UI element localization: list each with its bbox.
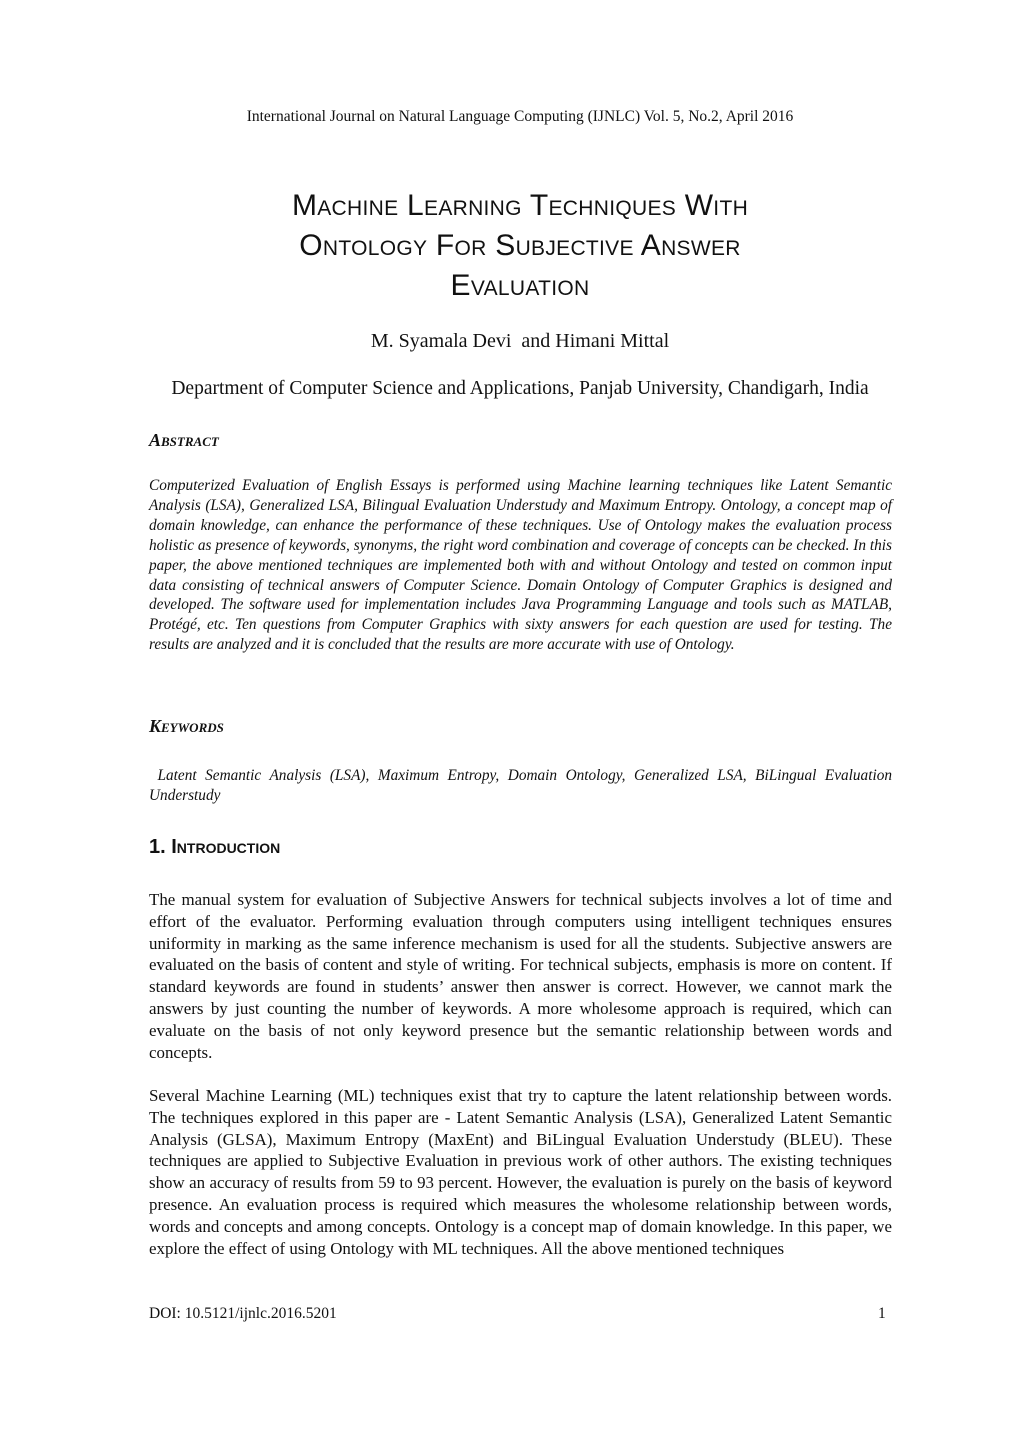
paper-title: [0, 186, 1024, 306]
introduction-heading: 1. Introduction: [149, 836, 281, 858]
paper-affiliation: Department of Computer Science and Applications, Panjab University, Chandigarh, India: [171, 378, 869, 399]
abstract-text: Computerized Evaluation of English Essays is performed using Machine learning techniques like Latent Semantic Analysis (LSA), Generalized LSA, Bilingual Evaluation Understudy and Maximum Entropy. Ontology, a concept map of domain knowledge, can enhance the performance of these techniques. Use of Ontology makes the evaluation process holistic as presence of keywords, synonyms, the right word combination and coverage of concepts can be checked. In this paper, the above mentioned techniques are implemented both with and without Ontology and tested on common input data consisting of technical answers of Computer Science. Domain Ontology of Computer Graphics is designed and developed. The software used for implementation includes Java Programming Language and tools such as MATLAB, Protégé, etc. Ten questions from Computer Graphics with sixty answers for each question are used for testing. The results are analyzed and it is concluded that the results are more accurate with use of Ontology.: [149, 477, 892, 654]
paper-title-line-3: Evaluation: [450, 269, 590, 302]
paper-title-line-2: Ontology For Subjective Answer: [299, 229, 741, 262]
abstract-heading: Abstract: [149, 430, 219, 450]
introduction-paragraph-2: Several Machine Learning (ML) techniques exist that try to capture the latent relationship between words. The techniques explored in this paper are - Latent Semantic Analysis (LSA), Generalized Latent Semantic Analysis (GLSA), Maximum Entropy (MaxEnt) and BiLingual Evaluation Understudy (BLEU). These techniques are applied to Subjective Evaluation in previous work of other authors. The existing techniques show an accuracy of results from 59 to 93 percent. However, the evaluation is purely on the basis of keyword presence. An evaluation process is required which measures the wholesome relationship between words, words and concepts and among concepts. Ontology is a concept map of domain knowledge. In this paper, we explore the effect of using Ontology with ML techniques. All the above mentioned techniques: [149, 1086, 892, 1258]
paper-title-line-1: Machine Learning Techniques With: [291, 189, 749, 222]
keywords-text: Latent Semantic Analysis (LSA), Maximum Entropy, Domain Ontology, Generalized LSA, BiLingual Evaluation Understudy: [149, 767, 896, 804]
introduction-paragraph-1: The manual system for evaluation of Subjective Answers for technical subjects involves a lot of time and effort of the evaluator. Performing evaluation through computers using intelligent techniques ensures uniformity in marking as the same inference mechanism is used for all the students. Subjective answers are evaluated on the basis of content and style of writing. For technical subjects, emphasis is more on content. If standard keywords are found in students’ answer then answer is correct. However, we cannot mark the answers by just counting the number of keywords. A more wholesome approach is required, which can evaluate on the basis of not only keyword presence but the semantic relationship between words and concepts.: [149, 890, 892, 1062]
keywords-heading: Keywords: [149, 716, 224, 736]
paper-authors: M. Syamala Devi and Himani Mittal: [370, 330, 670, 352]
footer-page-number: 1: [878, 1305, 886, 1322]
journal-header: International Journal on Natural Language Computing (IJNLC) Vol. 5, No.2, April 2016: [246, 108, 794, 125]
footer-doi: DOI: 10.5121/ijnlc.2016.5201: [149, 1305, 337, 1322]
